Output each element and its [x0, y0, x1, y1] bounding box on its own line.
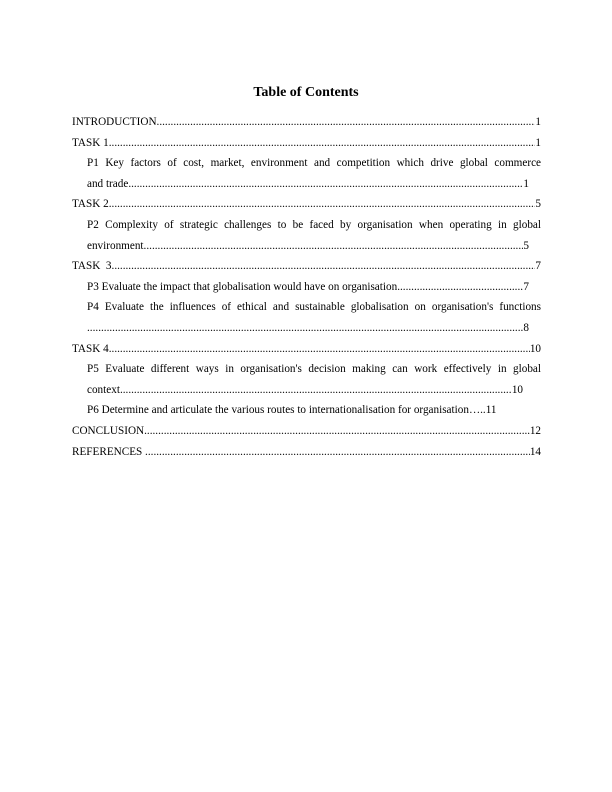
- dot-leader: [144, 236, 524, 257]
- toc-page-number: 10: [529, 342, 541, 355]
- toc-entry-label: P2 Complexity of strategic challenges to be faced by organisation when operating in global: [87, 218, 541, 231]
- toc-entry-conclusion[interactable]: [72, 421, 541, 442]
- toc-page-number: 7: [523, 280, 529, 293]
- toc-entry-label: CONCLUSION: [72, 424, 145, 437]
- toc-page-number: 10: [511, 383, 523, 396]
- toc-entry-label-continued: context: [87, 383, 120, 396]
- toc-title: Table of Contents: [253, 85, 359, 100]
- toc-page-number: 1: [523, 177, 529, 190]
- toc-entry-label: TASK 4: [72, 342, 109, 355]
- dot-leader: [112, 256, 536, 277]
- toc-entry-p1[interactable]: [72, 153, 541, 194]
- toc-page-number: 12: [529, 424, 541, 437]
- toc-entry-label: P6 Determine and articulate the various routes to internationalisation for organisation: [87, 404, 469, 417]
- table-of-contents: [72, 112, 541, 462]
- dot-leader: [109, 339, 530, 360]
- toc-entry-label: TASK 1: [72, 136, 109, 149]
- toc-entry-label-continued: environment: [87, 239, 144, 252]
- toc-page-number: 11: [485, 404, 497, 417]
- toc-entry-task-3[interactable]: [72, 256, 541, 277]
- dot-leader: [397, 277, 523, 298]
- toc-entry-label: P4 Evaluate the influences of ethical and sustainable globalisation on organisation's functions: [87, 301, 541, 314]
- toc-entry-p4[interactable]: [72, 297, 541, 338]
- dot-leader: [145, 442, 530, 463]
- toc-entry-p5[interactable]: [72, 359, 541, 400]
- toc-entry-task-1[interactable]: [72, 133, 541, 154]
- toc-page-number: 8: [523, 321, 529, 334]
- dot-leader: [109, 194, 536, 215]
- toc-page-number: 14: [529, 445, 541, 458]
- toc-entry-label: INTRODUCTION: [72, 116, 157, 128]
- toc-entry-label: P5 Evaluate different ways in organisation's decision making can work effectively in global: [87, 363, 541, 376]
- toc-page-number: 1: [535, 116, 541, 128]
- dot-leader: [144, 421, 530, 442]
- dot-leader: [157, 112, 536, 133]
- toc-entry-label: P1 Key factors of cost, market, environment and competition which drive global commerce: [87, 157, 541, 170]
- dot-leader: [87, 318, 523, 339]
- dot-leader: [128, 174, 523, 195]
- toc-entry-task-2[interactable]: [72, 194, 541, 215]
- toc-page-number: 7: [535, 260, 541, 273]
- dot-leader: [109, 133, 536, 154]
- toc-entry-references[interactable]: [72, 442, 541, 463]
- toc-entry-p2[interactable]: [72, 215, 541, 256]
- toc-entry-label: P3 Evaluate the impact that globalisation would have on organisation: [87, 280, 398, 293]
- dot-leader: …..: [468, 404, 486, 417]
- toc-page-number: 1: [535, 136, 541, 149]
- toc-page-number: 5: [535, 198, 541, 211]
- toc-entry-p6[interactable]: [72, 400, 541, 421]
- toc-entry-p3[interactable]: [72, 277, 541, 298]
- toc-entry-introduction[interactable]: [72, 112, 541, 133]
- toc-entry-label: TASK 3: [72, 260, 112, 273]
- dot-leader: [120, 380, 512, 401]
- toc-entry-task-4[interactable]: [72, 339, 541, 360]
- toc-entry-label: TASK 2: [72, 198, 109, 211]
- toc-entry-label-continued: and trade: [87, 177, 129, 190]
- toc-entry-label: REFERENCES: [72, 445, 146, 458]
- toc-page-number: 5: [523, 239, 529, 252]
